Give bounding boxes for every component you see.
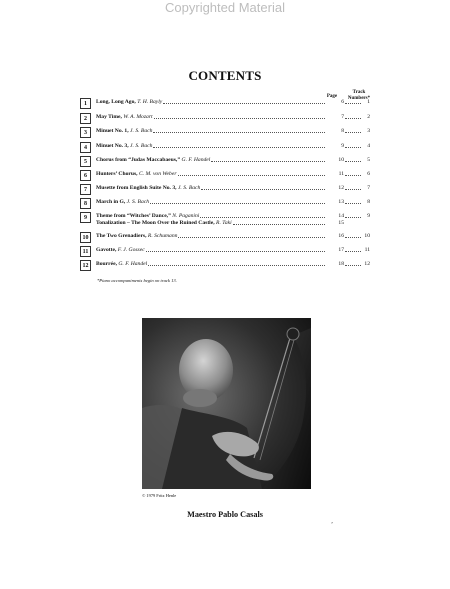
entry-page: 8 (341, 128, 344, 134)
entry-line (96, 143, 370, 150)
dot-leader (345, 147, 361, 148)
entry-page: 9 (341, 143, 344, 149)
entry-page: 6 (341, 99, 344, 105)
entry-track: 12 (364, 261, 370, 267)
entry-line (96, 99, 370, 106)
dot-leader (150, 203, 325, 204)
entry-title: Musette from English Suite No. 3, (96, 185, 177, 191)
entry-title: March in G, (96, 199, 126, 205)
entry-line-second (96, 220, 370, 227)
entry-line (96, 128, 370, 135)
entry-composer: F. J. Gossec (117, 247, 145, 253)
entry-line (96, 233, 370, 240)
contents-entry[interactable] (80, 142, 370, 154)
entry-title: Tonalization – The Moon Over the Ruined Castle, (96, 220, 215, 226)
entry-composer: N. Paganini (172, 213, 200, 219)
entry-composer: C. M. von Weber (138, 171, 177, 177)
entry-title: May Time, (96, 114, 122, 120)
track-number-box: 4 (80, 142, 91, 153)
entry-track: 1 (367, 99, 370, 105)
entry-track: 6 (367, 171, 370, 177)
column-header-track-line1: Track (352, 90, 366, 95)
entry-composer: R. Schumann (147, 233, 178, 239)
entry-page: 17 (338, 247, 344, 253)
entry-track: 5 (367, 157, 370, 163)
dot-leader (345, 265, 361, 266)
cellist-photo (142, 318, 311, 489)
copyright-watermark: Copyrighted Material (165, 0, 285, 15)
dot-leader (153, 132, 325, 133)
entry-composer: G. F. Handel (118, 261, 148, 267)
entry-text (96, 220, 232, 227)
entry-page: 15 (338, 220, 344, 226)
dot-leader (345, 175, 361, 176)
entry-title: Gavotte, (96, 247, 117, 253)
entry-track: 2 (367, 114, 370, 120)
entry-title: Long, Long Ago, (96, 99, 136, 105)
entry-title: Bourrée, (96, 261, 117, 267)
contents-entry[interactable] (80, 260, 370, 272)
contents-entry[interactable] (80, 156, 370, 168)
entry-line (96, 114, 370, 121)
dot-leader (178, 175, 326, 176)
track-number-box: 8 (80, 198, 91, 209)
entry-title: The Two Grenadiers, (96, 233, 147, 239)
page-title: CONTENTS (188, 68, 262, 83)
dot-leader (201, 189, 325, 190)
entry-page: 13 (338, 199, 344, 205)
entry-track: 10 (364, 233, 370, 239)
entry-title: Chorus from “Judas Maccabaeus,” (96, 157, 181, 163)
contents-entry[interactable] (80, 127, 370, 139)
entry-text (96, 199, 149, 206)
contents-entry[interactable] (80, 98, 370, 110)
entry-title: Hunters’ Chorus, (96, 171, 138, 177)
footnote: *Piano accompaniments begin on track 13. (97, 278, 177, 283)
entry-line (96, 185, 370, 192)
entry-text (96, 143, 152, 150)
track-number-box: 3 (80, 127, 91, 138)
page-mark: ’ (331, 522, 333, 528)
entry-text (96, 185, 200, 192)
entry-line (96, 157, 370, 164)
column-header-page: Page (326, 94, 338, 99)
entry-track: 8 (367, 199, 370, 205)
entry-line (96, 213, 370, 220)
dot-leader (233, 224, 325, 225)
entry-text (96, 233, 177, 240)
contents-entry[interactable] (80, 232, 370, 244)
entry-line (96, 171, 370, 178)
column-header-track-line2: Numbers* (347, 95, 371, 101)
entry-line (96, 247, 370, 254)
entry-text (96, 99, 162, 106)
entry-text (96, 171, 177, 178)
entry-text (96, 213, 199, 220)
dot-leader (154, 118, 325, 119)
track-number-box: 6 (80, 170, 91, 181)
contents-entry[interactable] (80, 246, 370, 258)
entry-text (96, 247, 145, 254)
entry-composer: W. A. Mozart (123, 114, 153, 120)
track-number-box: 1 (80, 98, 91, 109)
entry-text (96, 114, 153, 121)
entry-composer: J. S. Bach (126, 199, 150, 205)
dot-leader (200, 217, 325, 218)
entry-page: 14 (338, 213, 344, 219)
entry-title: Minuet No. 1, (96, 128, 129, 134)
entry-line (96, 261, 370, 268)
track-number-box: 9 (80, 212, 91, 223)
photo-credit: © 1979 Fritz Henle (142, 493, 177, 498)
dot-leader (146, 251, 325, 252)
entry-composer: R. Taki (216, 220, 232, 226)
entry-page: 16 (338, 233, 344, 239)
contents-entry[interactable] (80, 170, 370, 182)
entry-page: 12 (338, 185, 344, 191)
dot-leader (345, 203, 361, 204)
dot-leader (345, 132, 361, 133)
dot-leader (163, 103, 325, 104)
dot-leader (345, 237, 361, 238)
entry-page: 7 (341, 114, 344, 120)
entry-page: 18 (338, 261, 344, 267)
entry-line (96, 199, 370, 206)
entry-composer: J. S. Bach (130, 143, 153, 149)
dot-leader (345, 217, 361, 218)
entry-track: 4 (367, 143, 370, 149)
contents-entry[interactable] (80, 113, 370, 125)
dot-leader (153, 147, 325, 148)
entry-composer: T. H. Bayly (137, 99, 163, 105)
contents-entry[interactable] (80, 184, 370, 196)
entry-title: Minuet No. 3, (96, 143, 129, 149)
entry-text (96, 157, 210, 164)
entry-page: 10 (338, 157, 344, 163)
entry-composer: J. S. Bach (177, 185, 201, 191)
entry-composer: G. F. Handel (181, 157, 211, 163)
entry-track: 7 (367, 185, 370, 191)
entry-track: 11 (364, 247, 370, 253)
track-number-box: 11 (80, 246, 91, 257)
dot-leader (345, 189, 361, 190)
dot-leader (345, 251, 361, 252)
entry-text (96, 261, 147, 268)
track-number-box: 10 (80, 232, 91, 243)
entry-composer: J. S. Bach (130, 128, 153, 134)
dot-leader (148, 265, 325, 266)
contents-entry[interactable] (80, 212, 370, 230)
entry-track: 3 (367, 128, 370, 134)
track-number-box: 5 (80, 156, 91, 167)
entry-text (96, 128, 152, 135)
track-number-box: 2 (80, 113, 91, 124)
entry-page: 11 (338, 171, 344, 177)
dot-leader (345, 161, 361, 162)
dot-leader (345, 118, 361, 119)
dot-leader (345, 103, 361, 104)
photo-caption: Maestro Pablo Casals (187, 510, 263, 519)
entry-title: Theme from “Witches’ Dance,” (96, 213, 171, 219)
contents-entry[interactable] (80, 198, 370, 210)
track-number-box: 7 (80, 184, 91, 195)
dot-leader (211, 161, 325, 162)
entry-track: 9 (367, 213, 370, 219)
track-number-box: 12 (80, 260, 91, 271)
dot-leader (178, 237, 325, 238)
